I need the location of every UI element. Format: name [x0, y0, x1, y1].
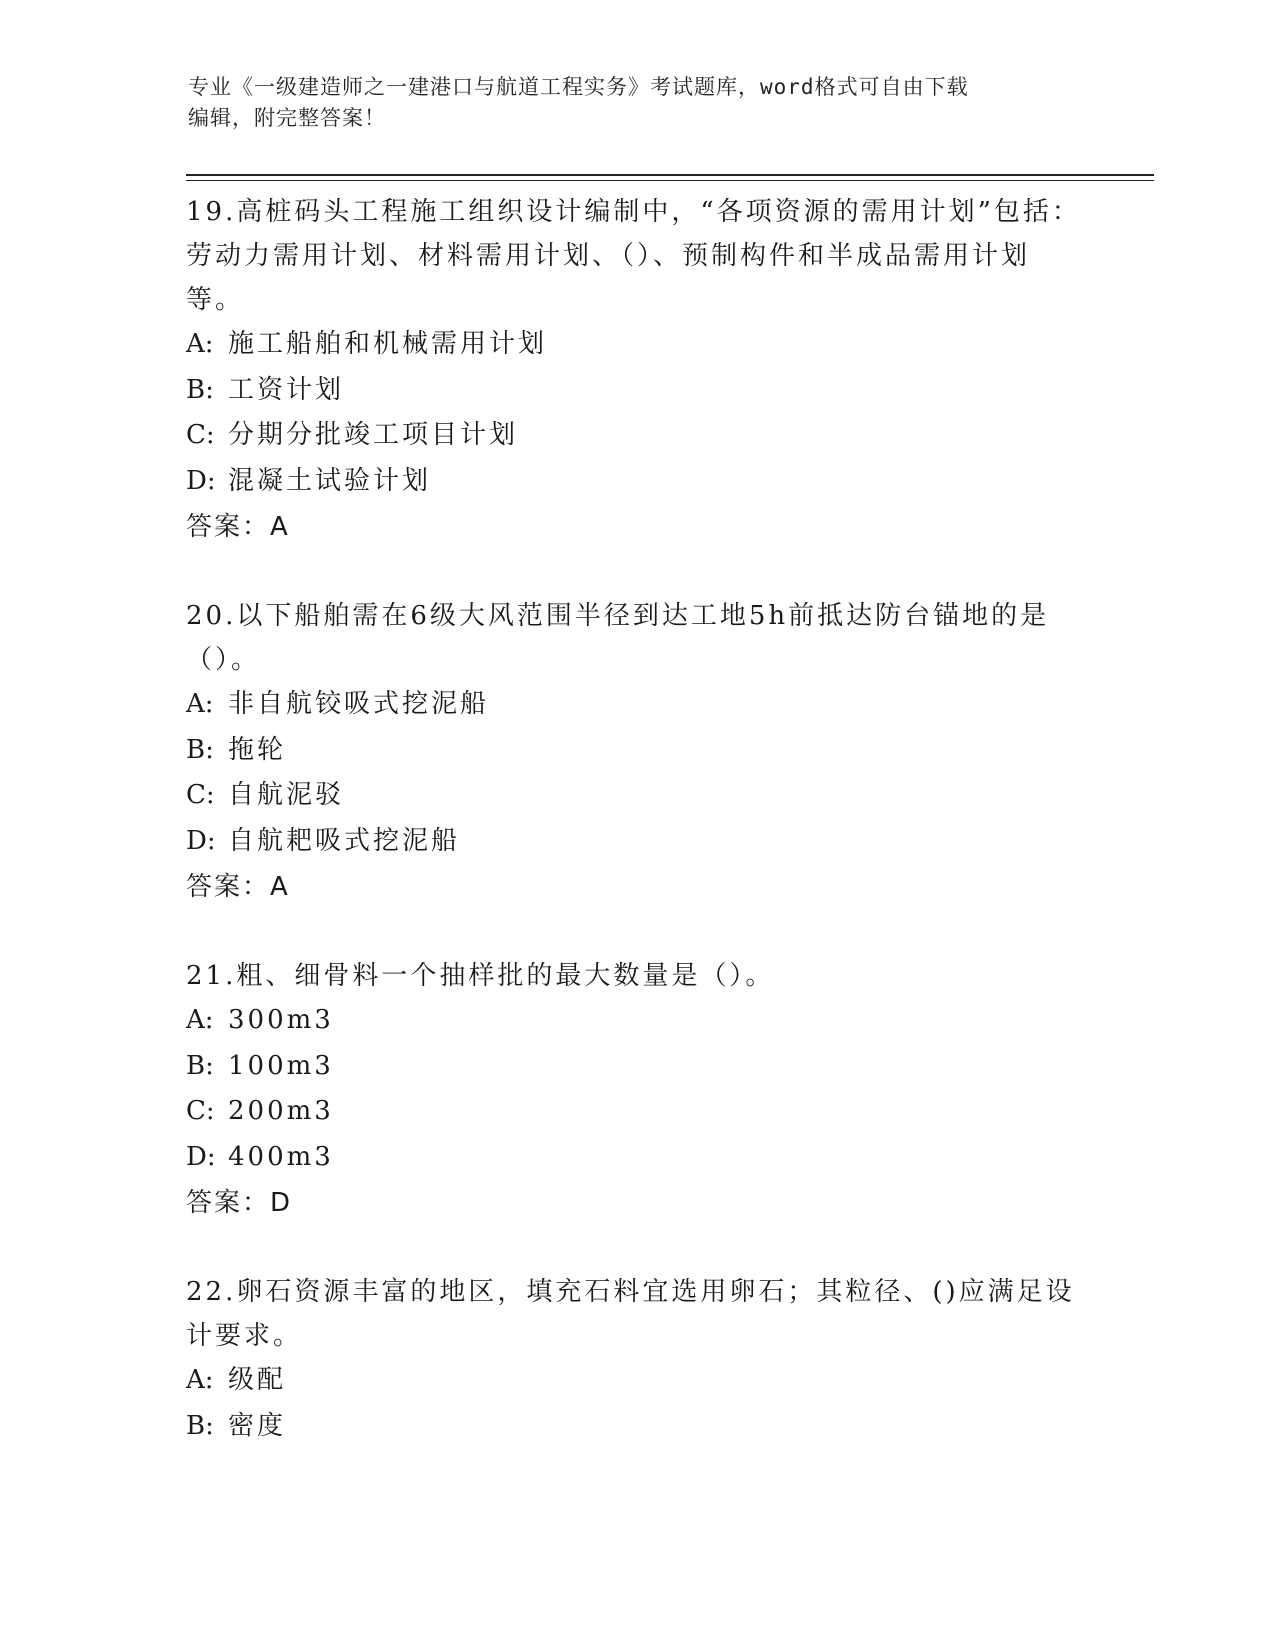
header-line-1: 专业《一级建造师之一建港口与航道工程实务》考试题库，word格式可自由下载 [188, 75, 969, 99]
option-text: 施工船舶和机械需用计划 [228, 329, 548, 359]
option-key: A: [186, 1005, 214, 1035]
option-text: 100m3 [228, 1050, 334, 1081]
option-b [186, 1404, 1086, 1450]
question-list [186, 190, 1086, 1493]
option-text: 工资计划 [228, 374, 345, 405]
option-d [186, 459, 1086, 505]
option-c [186, 773, 1086, 819]
option-text: 混凝土试验计划 [228, 465, 432, 496]
option-b [186, 1044, 1086, 1090]
option-key: C: [186, 780, 215, 810]
option-text: 密度 [228, 1410, 287, 1441]
header-divider-thick [186, 174, 1154, 176]
option-text: 400m3 [228, 1141, 334, 1172]
option-c [186, 1089, 1086, 1135]
option-key: D: [186, 1141, 216, 1172]
option-d [186, 1135, 1086, 1181]
answer-label: 答案：A [186, 512, 290, 542]
answer-label: 答案：A [186, 872, 290, 902]
question-text: 21.粗、细骨料一个抽样批的最大数量是（）。 [186, 961, 775, 991]
option-key: D: [186, 465, 216, 496]
option-d [186, 819, 1086, 865]
answer-label: 答案：D [186, 1188, 293, 1218]
option-key: B: [186, 734, 214, 765]
question-text: 22.卵石资源丰富的地区，填充石料宜选用卵石；其粒径、()应满足设计要求。 [186, 1277, 1075, 1351]
option-key: C: [186, 420, 215, 450]
option-key: A: [186, 689, 214, 719]
option-text: 非自航铰吸式挖泥船 [228, 689, 490, 719]
option-text: 自航泥驳 [228, 780, 345, 810]
question-text: 19.高桩码头工程施工组织设计编制中，“各项资源的需用计划”包括：劳动力需用计划、材料需用计划、（）、预制构件和半成品需用计划等。 [186, 197, 1081, 315]
option-b [186, 368, 1086, 414]
question-19 [186, 190, 1086, 550]
option-text: 拖轮 [228, 734, 287, 765]
question-20 [186, 594, 1086, 910]
question-22 [186, 1270, 1086, 1449]
question-21 [186, 954, 1086, 1226]
option-text: 分期分批竣工项目计划 [228, 420, 519, 450]
option-key: C: [186, 1096, 215, 1126]
option-text: 级配 [228, 1365, 287, 1395]
option-key: A: [186, 1365, 214, 1395]
option-key: D: [186, 825, 216, 856]
option-key: A: [186, 329, 214, 359]
document-header [188, 72, 1068, 134]
option-a [186, 682, 1086, 728]
option-text: 300m3 [228, 1005, 334, 1035]
option-text: 200m3 [228, 1096, 334, 1126]
option-key: B: [186, 1050, 214, 1081]
option-a [186, 998, 1086, 1044]
option-key: B: [186, 1410, 214, 1441]
header-line-2: 编辑，附完整答案！ [188, 106, 386, 130]
question-text: 20.以下船舶需在6级大风范围半径到达工地5h前抵达防台锚地的是（）。 [186, 601, 1050, 675]
header-divider-thin [186, 180, 1154, 181]
option-text: 自航耙吸式挖泥船 [228, 825, 461, 856]
option-b [186, 728, 1086, 774]
option-a [186, 1358, 1086, 1404]
option-key: B: [186, 374, 214, 405]
option-a [186, 322, 1086, 368]
option-c [186, 413, 1086, 459]
